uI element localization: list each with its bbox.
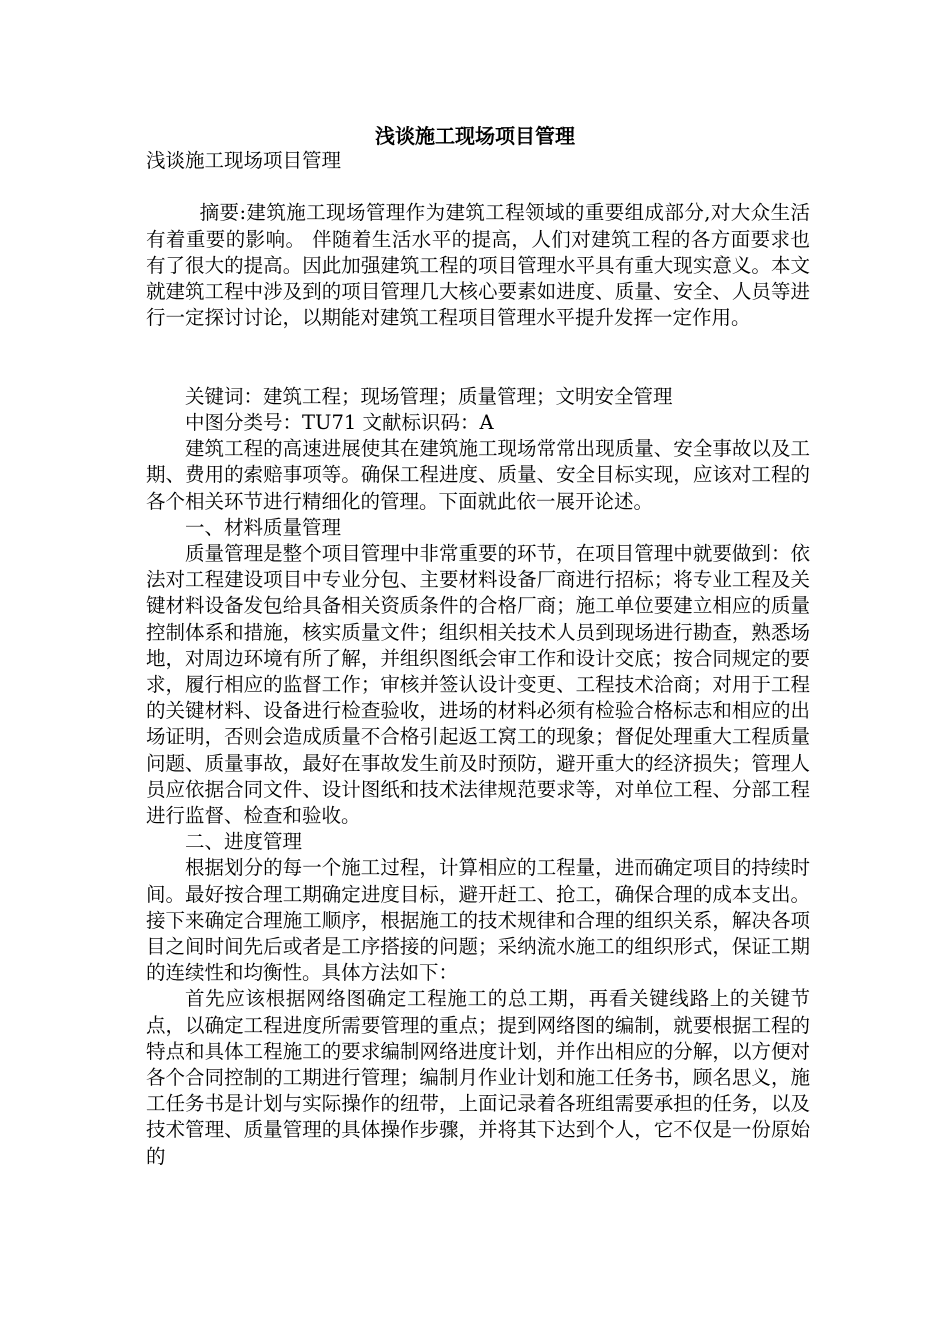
intro-paragraph: 建筑工程的高速进展使其在建筑施工现场常常出现质量、安全事故以及工期、费用的索赔事项等。确保工程进度、质量、安全目标实现，应该对工程的各个相关环节进行精细化的管理。下面就此依一展开论述。 bbox=[146, 437, 810, 513]
classification-line: 中图分类号：TU71 文献标识码：A bbox=[185, 410, 494, 434]
blank-line bbox=[146, 174, 810, 200]
section-paragraph: 质量管理是整个项目管理中非常重要的环节，在项目管理中就要做到：依法对工程建设项目中专业分包、主要材料设备厂商进行招标；将专业工程及关键材料设备发包给具备相关资质条件的合格厂商；施工单位要建立相应的质量控制体系和措施，核实质量文件；组织相关技术人员到现场进行勘查，熟悉场地，对周边环境有所了解，并组织图纸会审工作和设计交底；按合同规定的要求，履行相应的监督工作；审核并签认设计变更、工程技术洽商；对用于工程的关键材料、设备进行检查验收，进场的材料必须有检验合格标志和相应的出场证明，否则会造成质量不合格引起返工窝工的现象；督促处理重大工程质量问题、质量事故，最好在事故发生前及时预防，避开重大的经济损失；管理人员应依据合同文件、设计图纸和技术法律规范要求等，对单位工程、分部工程进行监督、检查和验收。 bbox=[146, 542, 810, 828]
section-paragraph: 根据划分的每一个施工过程，计算相应的工程量，进而确定项目的持续时间。最好按合理工期确定进度目标，避开赶工、抢工，确保合理的成本支出。接下来确定合理施工顺序，根据施工的技术规律和合理的组织关系，解决各项目之间时间先后或者是工序搭接的问题；采纳流水施工的组织形式，保证工期的连续性和均衡性。具体方法如下： bbox=[146, 856, 810, 985]
keywords-line: 关键词：建筑工程；现场管理；质量管理；文明安全管理 bbox=[185, 384, 673, 408]
section-paragraph: 首先应该根据网络图确定工程施工的总工期，再看关键线路上的关键节点，以确定工程进度所需要管理的重点；提到网络图的编制，就要根据工程的特点和具体工程施工的要求编制网络进度计划，并作出相应的分解，以方便对各个合同控制的工期进行管理；编制月作业计划和施工任务书，顾名思义，施工任务书是计划与实际操作的纽带，上面记录着各班组需要承担的任务，以及技术管理、质量管理的具体操作步骤，并将其下达到个人，它不仅是一份原始的 bbox=[146, 987, 810, 1168]
blank-line bbox=[146, 331, 810, 357]
subtitle-line: 浅谈施工现场项目管理 bbox=[146, 149, 342, 172]
blank-line bbox=[146, 358, 810, 384]
document-title: 浅谈施工现场项目管理 bbox=[375, 124, 575, 148]
section-heading-1: 一、材料质量管理 bbox=[185, 515, 342, 539]
abstract-paragraph: 摘要:建筑施工现场管理作为建筑工程领域的重要组成部分,对大众生活有着重要的影响。 伴随着生活水平的提高，人们对建筑工程的各方面要求也有了很大的提高。因此加强建筑工程的项目管理水平具有重大现实意义。本文就建筑工程中涉及到的项目管理几大核心要素如进度、质量、安全、人员等进行一定探讨讨论，以期能对建筑工程项目管理水平提升发挥一定作用。 bbox=[146, 201, 810, 330]
document-body bbox=[146, 148, 810, 1170]
section-heading-2: 二、进度管理 bbox=[185, 830, 303, 854]
